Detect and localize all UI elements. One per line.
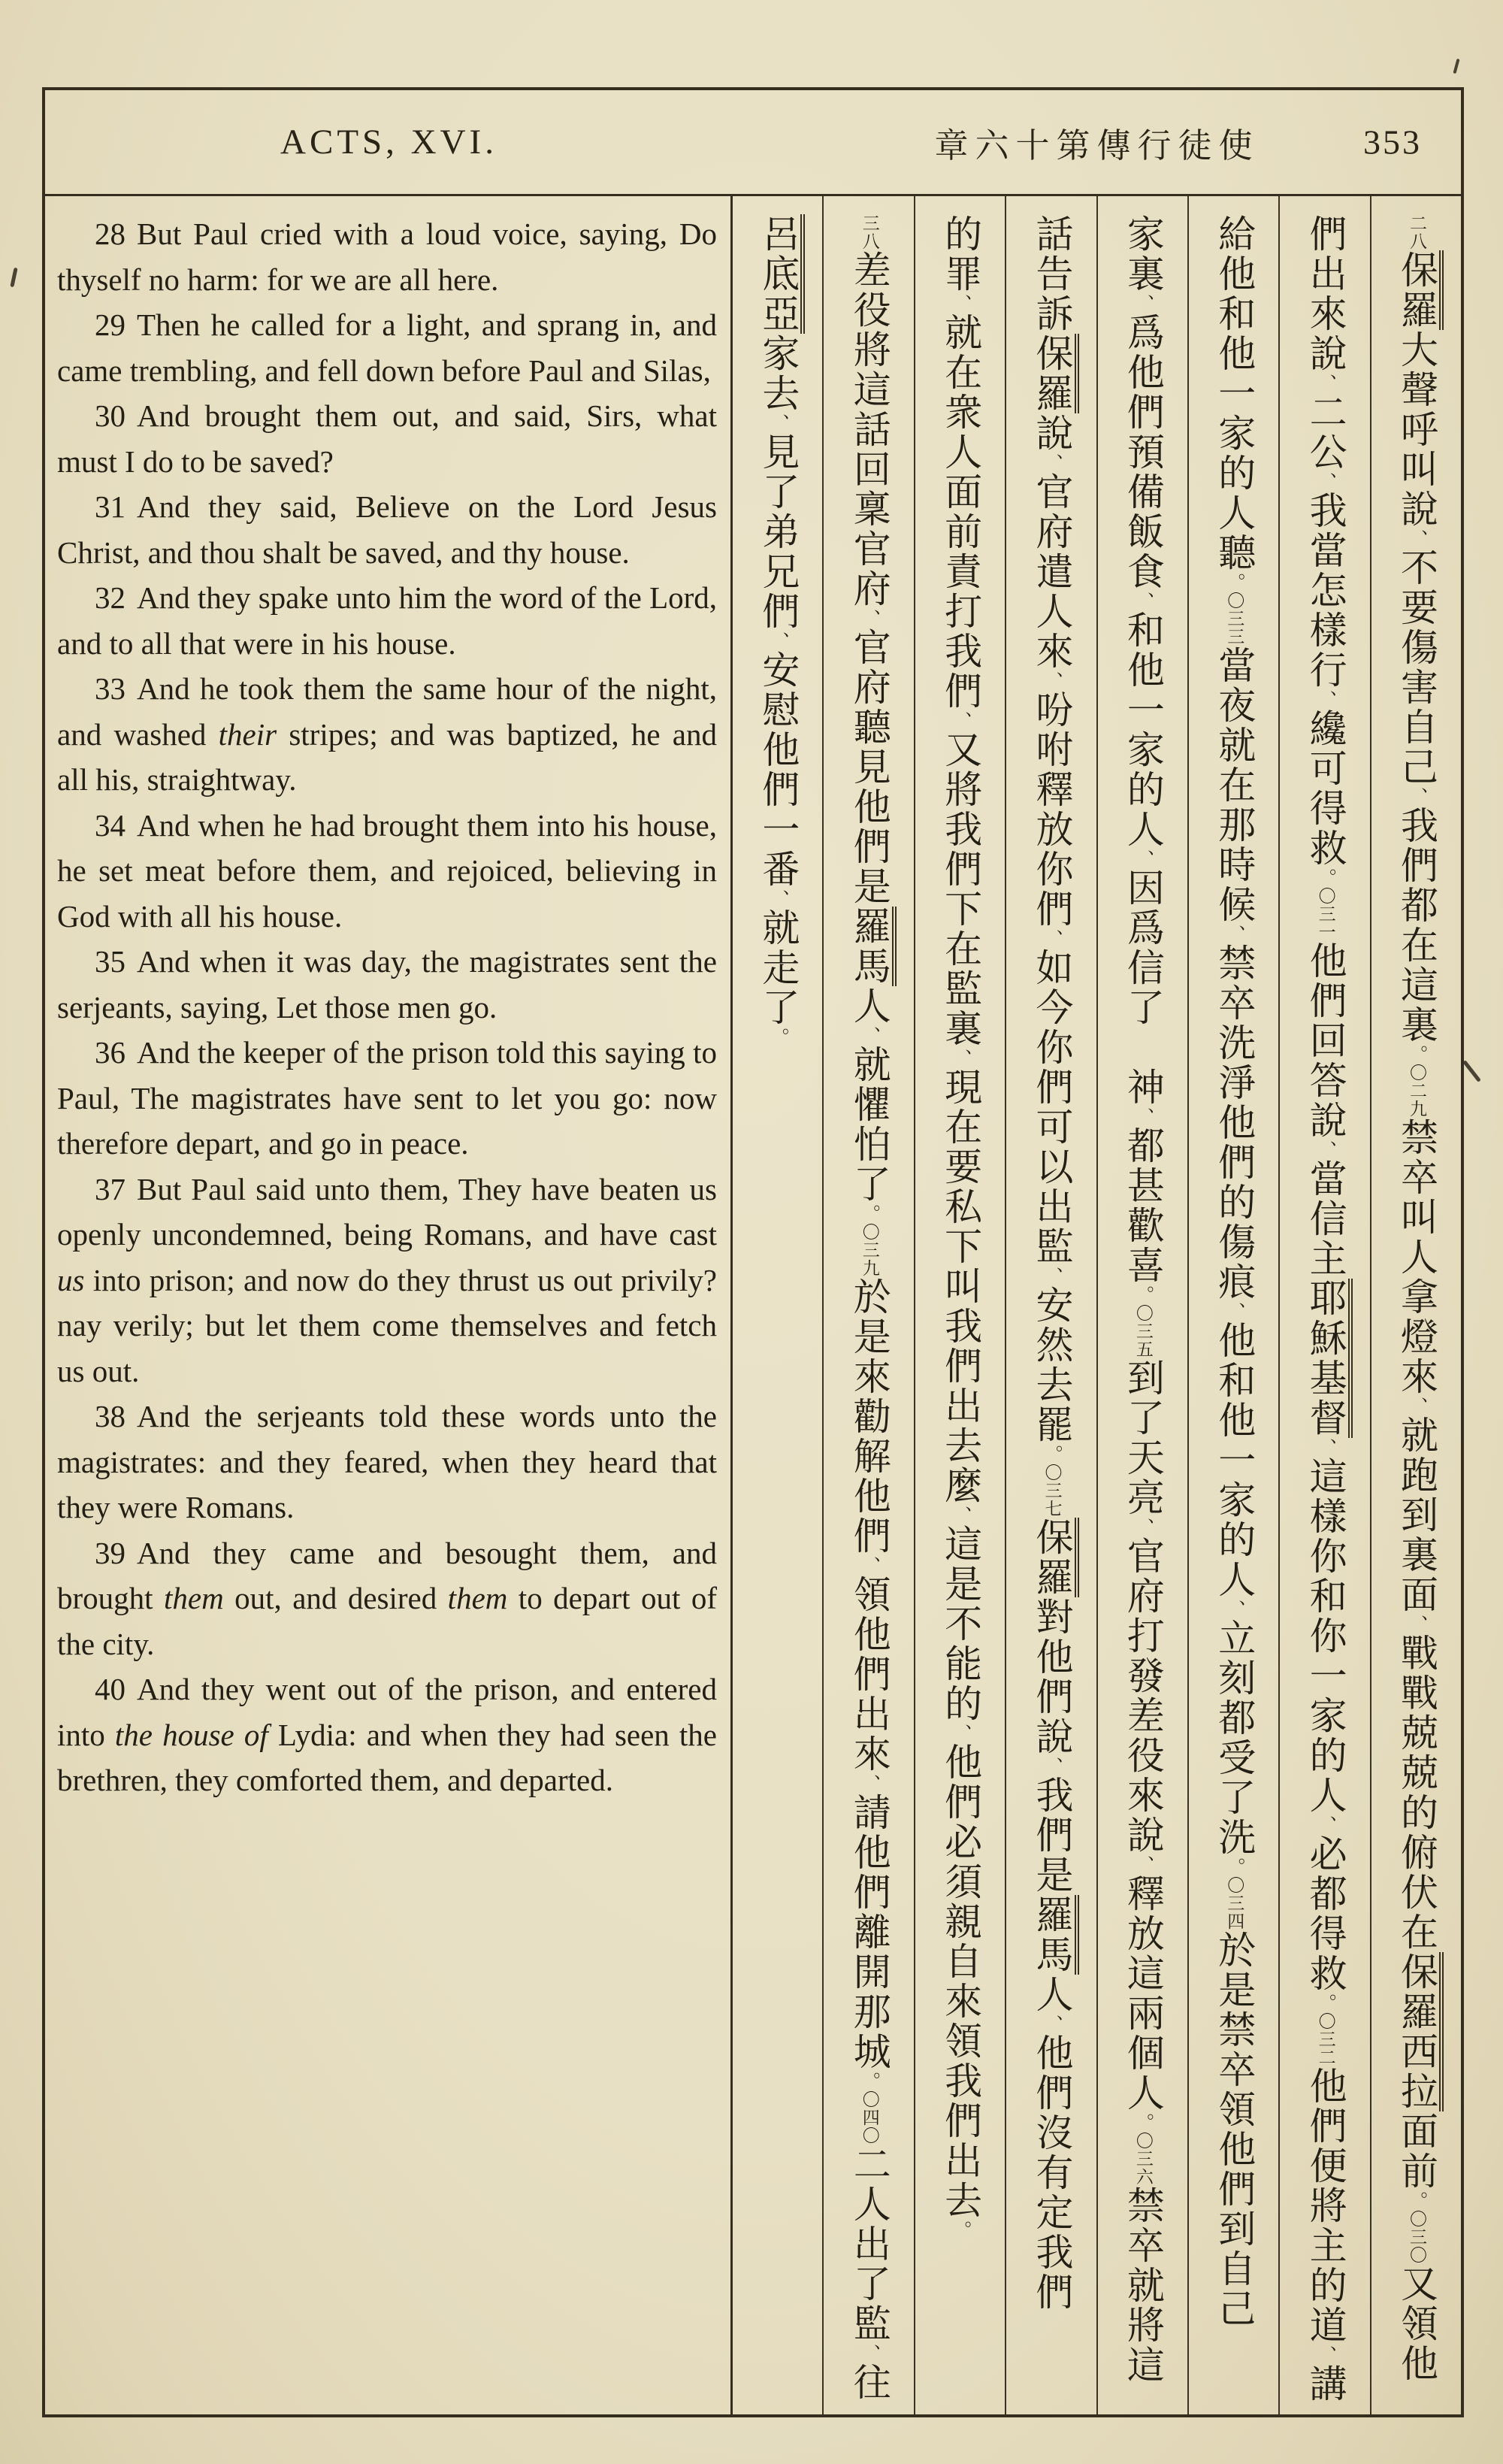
punctuation-mark: 、	[859, 609, 880, 628]
punctuation-mark: 、	[1133, 294, 1154, 313]
italic-text: their	[218, 716, 277, 752]
verse-text: out, and desired	[223, 1581, 448, 1615]
verse-marker: 〇二九	[1408, 1064, 1426, 1118]
chinese-column: 話告訴保羅說、官府遣人來、吩咐釋放你們、如今你們可以出監、安然去罷。〇三七保羅對他們說、我們是羅馬人、他們沒有定我們	[1005, 196, 1096, 2414]
verse-number: 30	[95, 398, 126, 433]
proper-name: 呂底亞	[757, 214, 805, 334]
verse-paragraph	[57, 484, 717, 575]
verse-text: Then he called for a light, and sprang in, and came trembling, and fell down before Paul and Silas,	[57, 307, 717, 388]
punctuation-mark: 。	[1315, 868, 1336, 887]
punctuation-mark: 、	[1407, 529, 1427, 548]
verse-paragraph	[57, 575, 717, 666]
verse-marker: 〇三六	[1133, 2132, 1153, 2186]
punctuation-mark: 、	[1224, 1600, 1245, 1618]
page-number: 353	[1363, 123, 1422, 162]
verse-text: And they spake unto him the word of the Lord, and to all that were in his house.	[57, 580, 718, 661]
verse-text: And when it was day, the magistrates sent the serjeants, saying, Let those men go.	[57, 944, 717, 1025]
verse-paragraph	[57, 393, 717, 484]
punctuation-mark: 、	[951, 1049, 972, 1067]
verse-text: And brought them out, and said, Sirs, what must I do to be saved?	[57, 398, 717, 479]
verse-number: 29	[95, 307, 126, 342]
verse-number: 35	[95, 944, 126, 979]
verse-text: stripes; and was baptized, he and all his, straightway.	[57, 716, 717, 797]
punctuation-mark: 、	[859, 1026, 880, 1045]
verse-text: into prison; and now do they thrust us out privily? nay verily; but let them come themselves and fetch us out.	[57, 1262, 717, 1388]
punctuation-mark: 、	[1133, 592, 1154, 610]
verse-paragraph	[57, 803, 717, 940]
punctuation-mark: 、	[1315, 472, 1336, 491]
punctuation-mark: 、	[1315, 374, 1336, 392]
verse-marker: 二八	[1408, 214, 1426, 250]
punctuation-mark: 、	[859, 1556, 880, 1575]
ink-speck	[1462, 1060, 1481, 1082]
punctuation-mark: 、	[859, 2344, 880, 2363]
ink-speck	[1453, 59, 1459, 74]
punctuation-mark: 。	[951, 2220, 972, 2239]
punctuation-mark: 、	[1042, 929, 1063, 948]
verse-paragraph	[57, 939, 717, 1030]
verse-paragraph	[57, 1030, 717, 1167]
punctuation-mark: 、	[768, 889, 789, 908]
proper-name: 耶穌基督	[1305, 1279, 1353, 1438]
chinese-column: 二八保羅大聲呼叫說、不要傷害自己、我們都在這裏。〇二九禁卒叫人拿燈來、就跑到裏面、戰戰兢兢的俯伏在保羅西拉面前。〇三〇又領他	[1370, 196, 1461, 2414]
verse-marker: 〇三五	[1133, 1304, 1153, 1358]
punctuation-mark: 、	[951, 1724, 972, 1742]
punctuation-mark: 、	[951, 711, 972, 730]
verse-paragraph	[57, 666, 717, 803]
punctuation-mark: 。	[1407, 2191, 1427, 2210]
verse-marker: 〇三二	[1316, 2012, 1335, 2066]
verse-number: 32	[95, 580, 126, 615]
ink-speck	[10, 268, 17, 287]
verse-text: Lydia: and when they had seen the brethren, they comforted them, and departed.	[57, 1717, 717, 1797]
verse-marker: 〇三九	[860, 1223, 879, 1277]
italic-text: them	[447, 1581, 508, 1615]
verse-number: 37	[95, 1171, 126, 1206]
chinese-area	[733, 196, 1461, 2414]
punctuation-mark: 。	[1042, 1445, 1063, 1464]
verse-paragraph	[57, 1394, 717, 1530]
chinese-column: 的罪、就在衆人面前責打我們、又將我們下在監裏、現在要私下叫我們出去麼、這是不能的、他們必須親自來領我們出去。	[914, 196, 1005, 2414]
punctuation-mark: 、	[1315, 1815, 1336, 1834]
proper-name: 保羅	[1031, 334, 1079, 413]
verse-paragraph	[57, 1167, 717, 1394]
punctuation-mark: 。	[1315, 1993, 1336, 2012]
verse-paragraph	[57, 211, 717, 302]
chinese-column: 們出來說、二公、我當怎樣行、纔可得救。〇三一他們回答說、當信主耶穌基督、這樣你和你一家的人、必都得救。〇三二他們便將主的道、講	[1278, 196, 1369, 2414]
punctuation-mark: 、	[859, 1774, 880, 1793]
verse-marker: 〇三〇	[1408, 2210, 1426, 2264]
verse-marker: 〇四〇	[860, 2090, 879, 2145]
punctuation-mark: 、	[768, 631, 789, 650]
verse-number: 33	[95, 671, 126, 706]
verse-number: 39	[95, 1535, 126, 1570]
proper-name: 保羅	[1396, 1952, 1444, 2032]
verse-text: And he took them the same hour of the night, and washed	[57, 671, 717, 752]
verse-text: And they said, Believe on the Lord Jesus Christ, and thou shalt be saved, and thy house.	[57, 489, 717, 570]
verse-number: 38	[95, 1399, 126, 1433]
verse-marker: 〇三三	[1225, 592, 1244, 646]
verse-text: And the serjeants told these words unto the magistrates: and they feared, when they heard that they were Romans.	[57, 1399, 717, 1524]
verse-paragraph	[57, 1530, 717, 1667]
punctuation-mark: 、	[1315, 690, 1336, 709]
english-running-title: ACTS, XVI.	[280, 123, 497, 162]
verse-text: And they went out of the prison, and entered into	[57, 1672, 717, 1752]
verse-marker: 〇三七	[1042, 1464, 1062, 1518]
punctuation-mark: 、	[1042, 453, 1063, 472]
punctuation-mark: 。	[859, 1204, 880, 1223]
punctuation-mark: 、	[1042, 1757, 1063, 1775]
punctuation-mark: 、	[1224, 925, 1245, 943]
chinese-column: 給他和他一家的人聽。〇三三當夜就在那時候、禁卒洗淨他們的傷痕、他和他一家的人、立刻都受了洗。〇三四於是禁卒領他們到自己	[1187, 196, 1278, 2414]
chinese-running-title-wrap	[733, 118, 1461, 167]
verse-marker: 〇三一	[1316, 887, 1335, 941]
english-column	[45, 196, 733, 2414]
page-header	[45, 90, 1461, 196]
proper-name: 保羅	[1031, 1518, 1079, 1597]
punctuation-mark: 、	[1042, 1267, 1063, 1285]
verse-paragraph	[57, 302, 717, 393]
verse-number: 34	[95, 807, 126, 843]
punctuation-mark: 。	[768, 1028, 789, 1046]
chinese-column: 三八差役將這話回稟官府、官府聽見他們是羅馬人、就懼怕了。〇三九於是來勸解他們、領他們出來、請他們離開那城。〇四〇二人出了監、往	[822, 196, 913, 2414]
punctuation-mark: 。	[1224, 1857, 1245, 1876]
punctuation-mark: 、	[1133, 849, 1154, 868]
punctuation-mark: 。	[1133, 1285, 1154, 1304]
proper-name: 西拉	[1396, 2032, 1444, 2111]
punctuation-mark: 、	[1042, 2014, 1063, 2033]
punctuation-mark: 、	[951, 1506, 972, 1524]
punctuation-mark: 、	[768, 413, 789, 432]
punctuation-mark: 、	[1407, 1615, 1427, 1633]
proper-name: 羅馬	[1031, 1895, 1079, 1975]
verse-paragraph	[57, 1666, 717, 1803]
verse-number: 31	[95, 489, 126, 524]
verse-text: But Paul cried with a loud voice, saying, Do thyself no harm: for we are all here.	[57, 216, 717, 297]
page-body	[45, 196, 1461, 2414]
verse-number: 40	[95, 1672, 126, 1706]
punctuation-mark: 。	[1133, 2113, 1154, 2132]
verse-text: And the keeper of the prison told this saying to Paul, The magistrates have sent to let you go: now therefore depart, and go in peace.	[57, 1035, 717, 1161]
chinese-column: 家裏、爲他們預備飯食、和他一家的人、因爲信了 神、都甚歡喜。〇三五到了天亮、官府打發差役來說、釋放這兩個人。〇三六禁卒就將這	[1096, 196, 1187, 2414]
verse-number: 36	[95, 1035, 126, 1070]
chinese-column: 呂底亞家去、見了弟兄們、安慰他們一番、就走了。	[733, 196, 822, 2414]
punctuation-mark: 、	[1224, 1302, 1245, 1321]
punctuation-mark: 、	[951, 294, 972, 313]
punctuation-mark: 、	[1133, 1518, 1154, 1536]
verse-marker: 三八	[860, 214, 879, 250]
punctuation-mark: 、	[1315, 1438, 1336, 1457]
punctuation-mark: 、	[1133, 1107, 1154, 1126]
verse-text: And they came and besought them, and brought	[57, 1535, 717, 1615]
punctuation-mark: 、	[1133, 1855, 1154, 1874]
verse-marker: 〇三四	[1225, 1876, 1244, 1930]
verse-text: And when he had brought them into his house, he set meat before them, and rejoiced, believing in God with all his house.	[57, 807, 717, 934]
punctuation-mark: 、	[1407, 787, 1427, 806]
verse-text: But Paul said unto them, They have beaten us openly uncondemned, being Romans, and have cast	[57, 1171, 717, 1252]
proper-name: 羅馬	[848, 907, 897, 986]
proper-name: 保羅	[1396, 250, 1444, 330]
verse-text: to depart out of the city.	[57, 1581, 717, 1661]
punctuation-mark: 、	[1315, 1140, 1336, 1159]
punctuation-mark: 。	[1224, 573, 1245, 592]
punctuation-mark: 。	[1407, 1045, 1427, 1064]
page-frame	[42, 87, 1464, 2417]
punctuation-mark: 、	[1315, 2345, 1336, 2364]
punctuation-mark: 、	[1407, 1397, 1427, 1415]
punctuation-mark: 。	[859, 2072, 880, 2090]
chinese-running-title: 章六十第傳行徒使	[934, 126, 1260, 165]
italic-text: the house of	[114, 1717, 268, 1752]
italic-text: us	[57, 1262, 85, 1297]
punctuation-mark: 、	[1042, 671, 1063, 690]
italic-text: them	[163, 1581, 224, 1615]
verse-number: 28	[95, 216, 126, 251]
